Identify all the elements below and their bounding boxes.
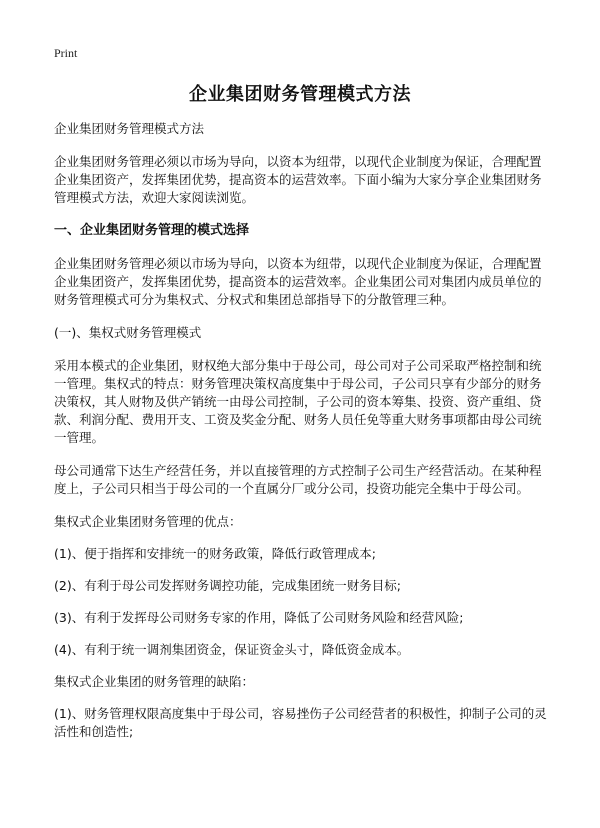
- list-heading: 集权式企业集团财务管理的优点：: [54, 514, 242, 529]
- list-item: (2)、有利于母公司发挥财务调控功能，完成集团统一财务目标;: [54, 578, 401, 593]
- list-heading: 集权式企业集团的财务管理的缺陷：: [54, 674, 255, 689]
- print-link[interactable]: Print: [54, 46, 78, 60]
- page-title: 企业集团财务管理模式方法: [189, 84, 411, 105]
- section-heading: 一、企业集团财务管理的模式选择: [54, 223, 250, 238]
- article-body: [54, 120, 552, 756]
- list-item: (1)、财务管理权限高度集中于母公司，容易挫伤子公司经营者的积极性，抑制子公司的灵活性和创造性;: [54, 706, 547, 739]
- paragraph: 采用本模式的企业集团，财权绝大部分集中于母公司，母公司对子公司采取严格控制和统一管理。集权式的特点：财务管理决策权高度集中于母公司，子公司只享有少部分的财务决策权，其人财物及供产销统一由母公司控制，子公司的资本筹集、投资、资产重组、贷款、利润分配、费用开支、工资及奖金分配、财务人员任免等重大财务事项都由母公司统一管理。: [54, 358, 542, 445]
- paragraph-subtitle: 企业集团财务管理模式方法: [54, 121, 205, 136]
- paragraph: 母公司通常下达生产经营任务，并以直接管理的方式控制子公司生产经营活动。在某种程度上，子公司只相当于母公司的一个直属分厂或分公司，投资功能完全集中于母公司。: [54, 463, 542, 496]
- paragraph: 企业集团财务管理必须以市场为导向，以资本为纽带，以现代企业制度为保证，合理配置企业集团资产，发挥集团优势，提高资本的运营效率。企业集团公司对集团内成员单位的财务管理模式可分为集权式、分权式和集团总部指导下的分散管理三种。: [54, 256, 542, 307]
- list-item: (4)、有利于统一调剂集团资金，保证资金头寸，降低资金成本。: [54, 642, 410, 657]
- list-item: (1)、便于指挥和安排统一的财务政策，降低行政管理成本;: [54, 546, 376, 561]
- paragraph-intro: 企业集团财务管理必须以市场为导向，以资本为纽带，以现代企业制度为保证，合理配置企业集团资产，发挥集团优势，提高资本的运营效率。下面小编为大家分享企业集团财务管理模式方法，欢迎大家阅读浏览。: [54, 154, 542, 205]
- list-item: (3)、有利于发挥母公司财务专家的作用，降低了公司财务风险和经营风险;: [54, 610, 464, 625]
- subsection-heading: (一)、集权式财务管理模式: [54, 325, 202, 340]
